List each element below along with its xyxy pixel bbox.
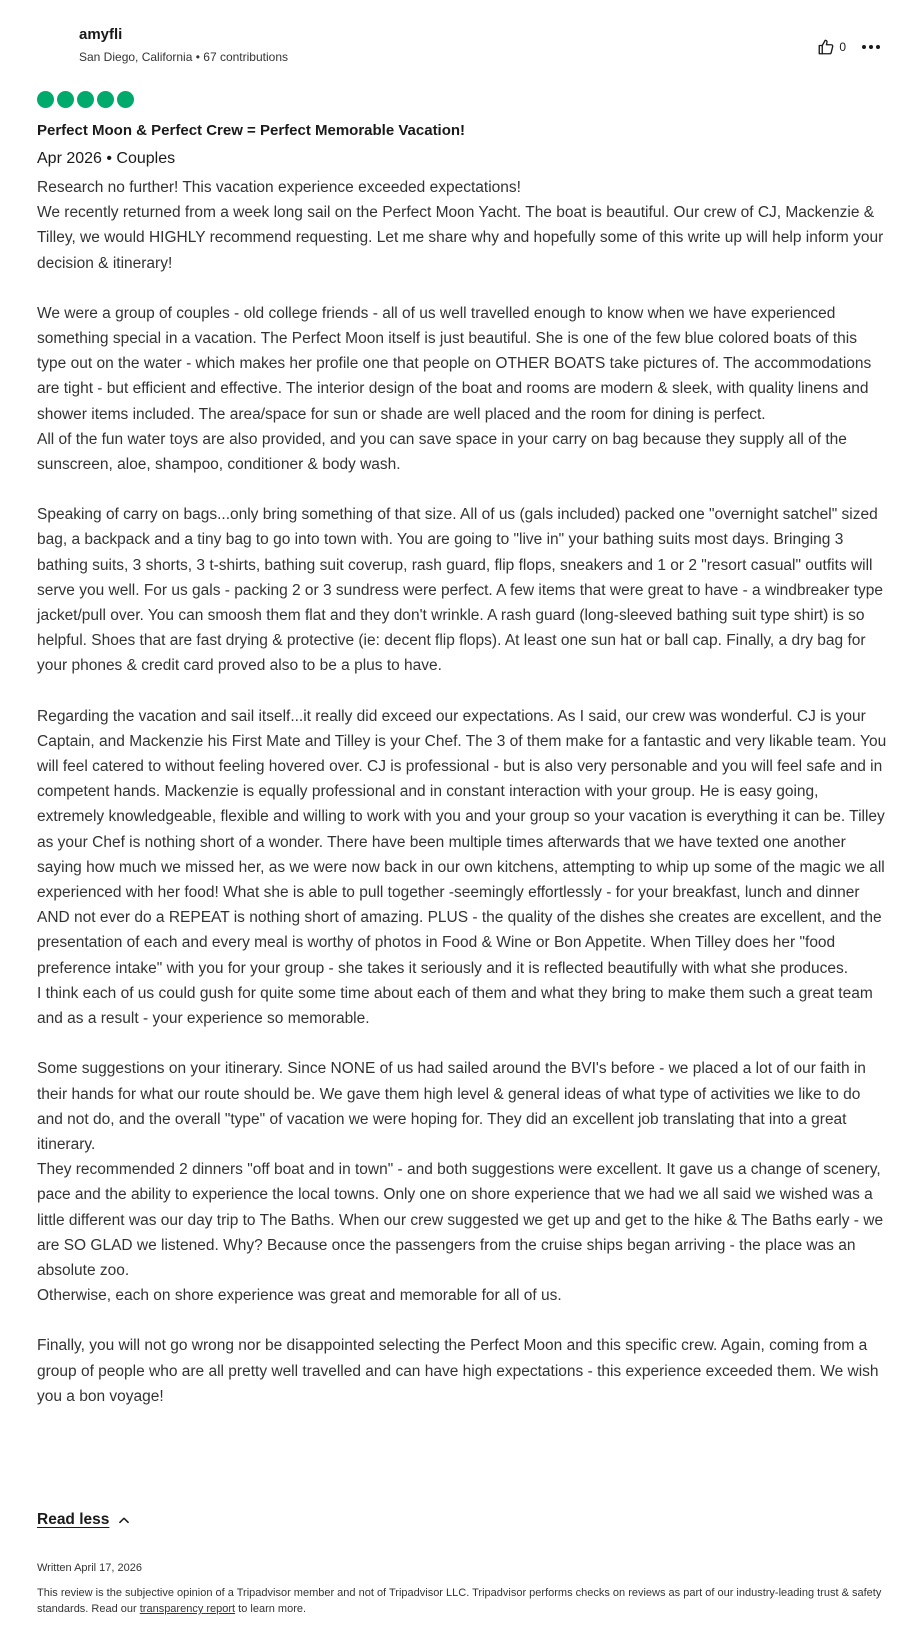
helpful-vote-button[interactable]	[817, 38, 846, 56]
review-disclaimer	[37, 1585, 887, 1617]
review-paragraph: All of the fun water toys are also provided, and you can save space in your carry on bag because they supply all of the sunscreen, aloe, shampoo, conditioner & body wash.	[37, 430, 852, 474]
more-options-icon[interactable]	[860, 41, 882, 53]
review-header	[37, 26, 882, 70]
review-actions	[817, 38, 882, 56]
avatar[interactable]	[37, 26, 71, 60]
rating-bubble	[77, 91, 94, 108]
written-date: Written April 17, 2026	[37, 1562, 142, 1574]
rating-bubbles	[37, 91, 134, 108]
helpful-count: 0	[839, 40, 846, 54]
review-paragraph: They recommended 2 dinners "off boat and in town" - and both suggestions were excellent. It gave us a change of scenery, pace and the ability to experience the local towns. Only one on shore experience that we had we all said we wished was a little different was our day trip to The Baths. When our crew suggested we get up and get to the hike & The Baths early - we are SO GLAD we listened. Why? Because once the passengers from the cruise ships began arriving - the place was an absolute zoo.	[37, 1161, 888, 1279]
reviewer-location-contributions: San Diego, California • 67 contributions	[79, 50, 288, 64]
disclaimer-text-end: to learn more.	[235, 1603, 307, 1615]
thumbs-up-icon	[817, 38, 835, 56]
review-paragraph: We were a group of couples - old college friends - all of us well travelled enough to know when we have experienced something special in a vacation. The Perfect Moon itself is just beautiful. She is one of the few blue colored boats of this type out on the water - which makes her profile one that people on OTHER BOATS take pictures of. The accommodations are tight - but efficient and effective. The interior design of the boat and rooms are modern & sleek, with quality linens and shower items included. The area/space for sun or shade are well placed and the room for dining is perfect.	[37, 304, 876, 423]
review-paragraph: I think each of us could gush for quite some time about each of them and what they bring to make them such a great team and as a result - your experience so memorable.	[37, 984, 878, 1028]
review-paragraph: Finally, you will not go wrong nor be disappointed selecting the Perfect Moon and this specific crew. Again, coming from a group of people who are all pretty well travelled and can have high expectations - this experience exceeded them. We wish you a bon voyage!	[37, 1337, 883, 1405]
read-less-label: Read less	[37, 1511, 110, 1528]
review-paragraph: Otherwise, each on shore experience was great and memorable for all of us.	[37, 1287, 562, 1305]
review-paragraph: Some suggestions on your itinerary. Since NONE of us had sailed around the BVI's before - we placed a lot of our faith in their hands for what our route should be. We gave them high level & general ideas of what type of activities we like to do and not do, and the overall "type" of vacation we were hoping for. They did an excellent job translating that into a great itinerary.	[37, 1060, 871, 1153]
rating-bubble	[57, 91, 74, 108]
chevron-up-icon	[117, 1513, 131, 1527]
rating-bubble	[117, 91, 134, 108]
review-body	[37, 175, 891, 1409]
trip-info: Apr 2026 • Couples	[37, 150, 176, 167]
review-title[interactable]: Perfect Moon & Perfect Crew = Perfect Memorable Vacation!	[37, 122, 466, 139]
review-paragraph: Speaking of carry on bags...only bring something of that size. All of us (gals included) packed one "overnight satchel" sized bag, a backpack and a tiny bag to go into town with. You are going to "live in" your bathing suits most days. Bringing 3 bathing suits, 3 shorts, 3 t-shirts, bathing suit coverup, rash guard, flip flops, sneakers and 1 or 2 "resort casual" outfits will serve you well. For us gals - packing 2 or 3 sundress were perfect. A few items that were great to have - a windbreaker type jacket/pull over. You can smoosh them flat and they don't wrinkle. A rash guard (long-sleeved bathing suit type shirt) is so helpful. Shoes that are fast drying & protective (ie: decent flip flops). At least one sun hat or ball cap. Finally, a dry bag for your phones & credit card proved also to be a plus to have.	[37, 506, 888, 675]
review-paragraph: We recently returned from a week long sail on the Perfect Moon Yacht. The boat is beautiful. Our crew of CJ, Mackenzie & Tilley, we would HIGHLY recommend requesting. Let me share why and hopefully some of this write up will help inform your decision & itinerary!	[37, 204, 888, 272]
transparency-report-link[interactable]: transparency report	[139, 1603, 236, 1615]
reviewer-username[interactable]: amyfli	[79, 26, 123, 43]
review-paragraph: Research no further! This vacation experience exceeded expectations!	[37, 179, 521, 196]
read-less-button[interactable]	[37, 1511, 131, 1529]
rating-bubble	[97, 91, 114, 108]
disclaimer-text: This review is the subjective opinion of a Tripadvisor member and not of Tripadvisor LLC. Tripadvisor performs checks on reviews as part of our industry-leading trust & safety standards. Read our	[37, 1587, 882, 1615]
review-paragraph: Regarding the vacation and sail itself...it really did exceed our expectations. As I said, our crew was wonderful. CJ is your Captain, and Mackenzie his First Mate and Tilley is your Chef. The 3 of them make for a fantastic and very likable team. You will feel catered to without feeling hovered over. CJ is professional - but is also very personable and you will feel safe and in competent hands. Mackenzie is equally professional and in constant interaction with your group. He is easy going, extremely knowledgeable, flexible and willing to work with you and your group so your vacation is everything it can be. Tilley as your Chef is nothing short of a wonder. There have been multiple times afterwards that we have texted one another saying how much we missed her, as we were now back in our own kitchens, attempting to whip up some of the magic we all experienced with her food! What she is able to pull together -seemingly effortlessly - for your breakfast, lunch and dinner AND not ever do a REPEAT is nothing short of amazing. PLUS - the quality of the dishes she creates are excellent, and the presentation of each and every meal is worthy of photos in Food & Wine or Bon Appetite. When Tilley does her "food preference intake" with you for your group - she takes it seriously and it is reflected beautifully with what she produces.	[37, 707, 891, 977]
rating-bubble	[37, 91, 54, 108]
